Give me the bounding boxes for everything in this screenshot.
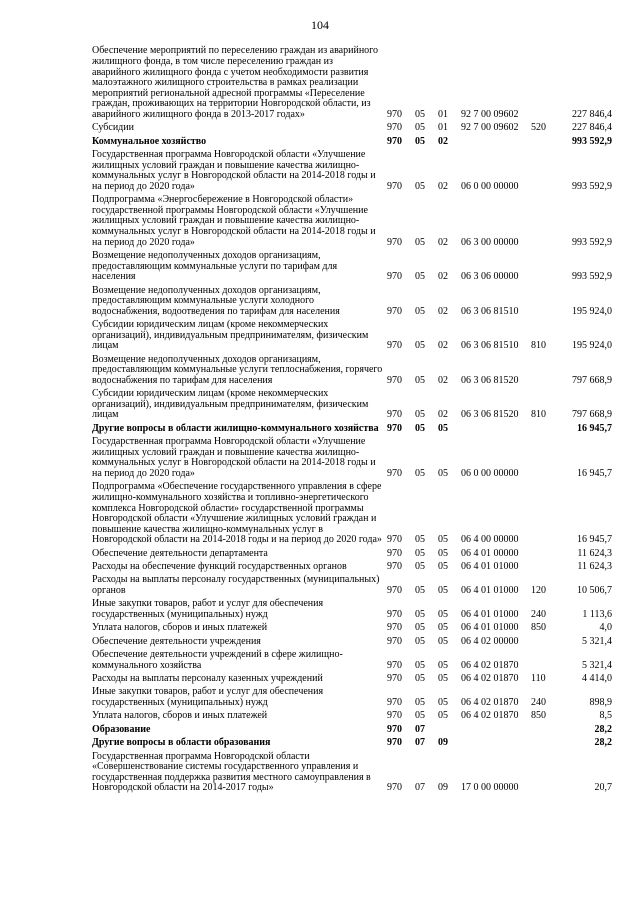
row-description: Расходы на выплаты персоналу казенных учреждений bbox=[92, 673, 323, 685]
row-ministry-code: 970 bbox=[387, 374, 402, 386]
row-ministry-code: 970 bbox=[387, 547, 402, 559]
row-ministry-code: 970 bbox=[387, 697, 402, 709]
row-description: Обеспечение деятельности департамента bbox=[92, 547, 268, 559]
row-target-article: 06 4 02 01870 bbox=[461, 710, 519, 722]
row-amount: 993 592,9 bbox=[572, 180, 612, 192]
row-subsection-code: 05 bbox=[438, 622, 448, 634]
row-description: Иные закупки товаров, работ и услуг для обеспечения государственных (муниципальных) нужд bbox=[92, 686, 324, 709]
row-section-code: 05 bbox=[415, 561, 425, 573]
row-description: Другие вопросы в области образования bbox=[92, 737, 271, 749]
row-ministry-code: 970 bbox=[387, 135, 402, 147]
row-description: Государственная программа Новгородской области «Улучшение жилищных условий граждан и повышение качества жилищно-коммунальных услуг в Новгородской области на 2014-2018 годы и на период до 2020 года» bbox=[92, 436, 376, 479]
row-subsection-code: 02 bbox=[438, 271, 448, 283]
row-ministry-code: 970 bbox=[387, 236, 402, 248]
row-expense-type bbox=[531, 194, 556, 250]
row-amount: 4 414,0 bbox=[582, 673, 612, 685]
row-section-code: 05 bbox=[415, 271, 425, 283]
row-expense-type: 810 bbox=[531, 340, 546, 352]
row-target-article: 06 3 06 81520 bbox=[461, 409, 519, 421]
row-description: Государственная программа Новгородской области «Совершенствование системы государственного управления и государственная поддержка развития местного самоуправления в Новгородской области на 2014-2017 годы» bbox=[92, 750, 371, 794]
row-ministry-code: 970 bbox=[387, 534, 402, 546]
row-ministry-code: 970 bbox=[387, 737, 402, 749]
table-row bbox=[92, 422, 612, 435]
table-row bbox=[92, 194, 612, 250]
row-expense-type bbox=[531, 45, 556, 122]
row-description: Субсидии bbox=[92, 122, 134, 134]
row-expense-type: 240 bbox=[531, 608, 546, 620]
row-ministry-code: 970 bbox=[387, 585, 402, 597]
row-section-code: 05 bbox=[415, 236, 425, 248]
row-description: Обеспечение деятельности учреждения bbox=[92, 635, 261, 647]
row-amount: 227 846,4 bbox=[572, 122, 612, 134]
row-amount: 993 592,9 bbox=[572, 135, 612, 147]
row-amount: 10 506,7 bbox=[577, 585, 612, 597]
table-row bbox=[92, 284, 612, 319]
row-amount: 20,7 bbox=[594, 782, 612, 794]
row-description: Образование bbox=[92, 723, 151, 735]
row-target-article: 06 4 01 01000 bbox=[461, 608, 519, 620]
page-number: 104 bbox=[311, 18, 329, 32]
row-target-article: 06 4 01 00000 bbox=[461, 547, 519, 559]
row-target-article: 06 3 00 00000 bbox=[461, 236, 519, 248]
row-section-code: 05 bbox=[415, 409, 425, 421]
row-ministry-code: 970 bbox=[387, 305, 402, 317]
row-section-code: 07 bbox=[415, 737, 425, 749]
table-row bbox=[92, 750, 612, 795]
table-row bbox=[92, 561, 612, 574]
row-description: Государственная программа Новгородской области «Улучшение жилищных условий граждан и повышение качества жилищно-коммунальных услуг в Новгородской области на 2014-2018 годы и на период до 2020 года» bbox=[92, 149, 376, 192]
row-ministry-code: 970 bbox=[387, 635, 402, 647]
row-amount: 797 668,9 bbox=[572, 409, 612, 421]
row-target-article: 06 3 06 81520 bbox=[461, 374, 519, 386]
table-row bbox=[92, 481, 612, 547]
row-amount: 16 945,7 bbox=[577, 467, 612, 479]
row-subsection-code: 02 bbox=[438, 236, 448, 248]
row-amount: 898,9 bbox=[589, 697, 612, 709]
table-row bbox=[92, 737, 612, 750]
row-expense-type bbox=[531, 561, 556, 574]
row-ministry-code: 970 bbox=[387, 710, 402, 722]
row-expense-type bbox=[531, 436, 556, 481]
row-description: Субсидии юридическим лицам (кроме некоммерческих организаций), индивидуальным предпринимателям, физическим лицам bbox=[92, 319, 369, 352]
row-section-code: 05 bbox=[415, 547, 425, 559]
row-amount: 16 945,7 bbox=[577, 422, 612, 434]
table-row bbox=[92, 635, 612, 648]
row-section-code: 05 bbox=[415, 673, 425, 685]
row-ministry-code: 970 bbox=[387, 659, 402, 671]
row-expense-type bbox=[531, 422, 556, 435]
row-amount: 11 624,3 bbox=[577, 561, 612, 573]
row-subsection-code: 05 bbox=[438, 673, 448, 685]
row-subsection-code: 02 bbox=[438, 340, 448, 352]
row-ministry-code: 970 bbox=[387, 673, 402, 685]
budget-table bbox=[92, 45, 612, 795]
row-target-article: 06 3 06 81510 bbox=[461, 305, 519, 317]
row-subsection-code: 05 bbox=[438, 561, 448, 573]
row-expense-type bbox=[531, 547, 556, 560]
row-expense-type: 810 bbox=[531, 409, 546, 421]
row-section-code: 05 bbox=[415, 467, 425, 479]
table-row bbox=[92, 622, 612, 635]
row-target-article: 06 4 02 01870 bbox=[461, 673, 519, 685]
row-section-code: 05 bbox=[415, 108, 425, 120]
row-subsection-code: 05 bbox=[438, 585, 448, 597]
row-description: Обеспечение мероприятий по переселению граждан из аварийного жилищного фонда, в том числе переселению граждан из аварийного жилищного фонда с учетом необходимости развития малоэтажного жилищного строительства в рамках реализации мероприятий региональной адресной программы «Переселение граждан, проживающих на территории Новгородской области, из аварийного жилищного фонда в 2013-2017 годах» bbox=[92, 45, 379, 120]
row-ministry-code: 970 bbox=[387, 409, 402, 421]
row-subsection-code: 05 bbox=[438, 635, 448, 647]
row-amount: 5 321,4 bbox=[582, 635, 612, 647]
row-target-article: 06 4 00 00000 bbox=[461, 534, 519, 546]
row-description: Иные закупки товаров, работ и услуг для обеспечения государственных (муниципальных) нужд bbox=[92, 598, 324, 620]
table-row bbox=[92, 388, 612, 423]
row-target-article: 06 4 01 01000 bbox=[461, 622, 519, 634]
row-target-article: 17 0 00 00000 bbox=[461, 782, 519, 794]
row-target-article: 92 7 00 09602 bbox=[461, 108, 519, 120]
row-subsection-code: 02 bbox=[438, 374, 448, 386]
row-amount: 28,2 bbox=[594, 737, 612, 749]
row-section-code: 05 bbox=[415, 659, 425, 671]
row-amount: 4,0 bbox=[599, 622, 612, 634]
row-subsection-code: 02 bbox=[438, 180, 448, 192]
row-amount: 195 924,0 bbox=[572, 305, 612, 317]
row-ministry-code: 970 bbox=[387, 108, 402, 120]
row-subsection-code: 01 bbox=[438, 108, 448, 120]
row-section-code: 05 bbox=[415, 710, 425, 722]
table-row bbox=[92, 723, 612, 736]
row-ministry-code: 970 bbox=[387, 561, 402, 573]
row-expense-type: 850 bbox=[531, 622, 546, 634]
table-row bbox=[92, 673, 612, 686]
row-section-code: 05 bbox=[415, 635, 425, 647]
row-section-code: 07 bbox=[415, 782, 425, 794]
table-row bbox=[92, 353, 612, 388]
row-target-article bbox=[461, 723, 531, 736]
row-subsection-code: 05 bbox=[438, 659, 448, 671]
row-amount: 16 945,7 bbox=[577, 534, 612, 546]
row-target-article: 06 0 00 00000 bbox=[461, 467, 519, 479]
table-row bbox=[92, 710, 612, 723]
table-row bbox=[92, 649, 612, 673]
row-section-code: 07 bbox=[415, 723, 425, 735]
row-expense-type bbox=[531, 149, 556, 194]
budget-table-body bbox=[92, 45, 612, 795]
row-expense-type bbox=[531, 284, 556, 319]
row-subsection-code: 05 bbox=[438, 547, 448, 559]
row-amount: 993 592,9 bbox=[572, 271, 612, 283]
row-amount: 11 624,3 bbox=[577, 547, 612, 559]
row-description: Расходы на выплаты персоналу государственных (муниципальных) органов bbox=[92, 574, 380, 597]
row-amount: 993 592,9 bbox=[572, 236, 612, 248]
row-expense-type bbox=[531, 750, 556, 795]
row-section-code: 05 bbox=[415, 340, 425, 352]
row-section-code: 05 bbox=[415, 697, 425, 709]
row-description: Подпрограмма «Энергосбережение в Новгородской области» государственной программы Новгородской области «Улучшение жилищных условий граждан и повышение качества жилищно-коммунальных услуг в Новгородской области на 2014-2018 годы и на период до 2020 года» bbox=[92, 194, 376, 248]
row-description: Другие вопросы в области жилищно-коммунального хозяйства bbox=[92, 422, 379, 434]
row-section-code: 05 bbox=[415, 305, 425, 317]
row-expense-type: 520 bbox=[531, 122, 546, 134]
row-section-code: 05 bbox=[415, 585, 425, 597]
row-description: Обеспечение деятельности учреждений в сфере жилищно-коммунального хозяйства bbox=[92, 649, 343, 671]
row-description: Коммунальное хозяйство bbox=[92, 135, 207, 147]
row-description: Возмещение недополученных доходов организациям, предоставляющим коммунальные услуги по тарифам для населения bbox=[92, 249, 338, 283]
row-target-article bbox=[461, 737, 531, 750]
row-ministry-code: 970 bbox=[387, 467, 402, 479]
row-expense-type bbox=[531, 135, 556, 148]
row-subsection-code: 01 bbox=[438, 122, 448, 134]
row-expense-type bbox=[531, 649, 556, 673]
row-description: Расходы на обеспечение функций государственных органов bbox=[92, 561, 347, 573]
row-subsection-code: 05 bbox=[438, 697, 448, 709]
table-row bbox=[92, 250, 612, 285]
row-description: Уплата налогов, сборов и иных платежей bbox=[92, 710, 268, 722]
row-ministry-code: 970 bbox=[387, 782, 402, 794]
row-description: Уплата налогов, сборов и иных платежей bbox=[92, 622, 268, 634]
row-section-code: 05 bbox=[415, 534, 425, 546]
row-ministry-code: 970 bbox=[387, 622, 402, 634]
table-row bbox=[92, 547, 612, 560]
table-row bbox=[92, 436, 612, 481]
row-expense-type bbox=[531, 481, 556, 547]
table-row bbox=[92, 45, 612, 122]
row-expense-type bbox=[531, 635, 556, 648]
row-ministry-code: 970 bbox=[387, 122, 402, 134]
row-amount: 8,5 bbox=[599, 710, 612, 722]
row-subsection-code: 05 bbox=[438, 534, 448, 546]
table-row bbox=[92, 686, 612, 710]
row-target-article: 06 0 00 00000 bbox=[461, 180, 519, 192]
row-amount: 28,2 bbox=[594, 723, 612, 735]
row-subsection-code: 05 bbox=[438, 608, 448, 620]
row-target-article: 06 4 02 01870 bbox=[461, 659, 519, 671]
row-section-code: 05 bbox=[415, 135, 425, 147]
row-target-article: 06 3 06 00000 bbox=[461, 271, 519, 283]
row-section-code: 05 bbox=[415, 622, 425, 634]
row-section-code: 05 bbox=[415, 180, 425, 192]
row-ministry-code: 970 bbox=[387, 180, 402, 192]
row-ministry-code: 970 bbox=[387, 271, 402, 283]
row-target-article: 06 4 01 01000 bbox=[461, 585, 519, 597]
row-amount: 5 321,4 bbox=[582, 659, 612, 671]
table-row bbox=[92, 135, 612, 148]
row-target-article: 06 3 06 81510 bbox=[461, 340, 519, 352]
row-ministry-code: 970 bbox=[387, 608, 402, 620]
row-subsection-code: 02 bbox=[438, 305, 448, 317]
row-expense-type bbox=[531, 737, 556, 750]
row-amount: 195 924,0 bbox=[572, 340, 612, 352]
row-target-article: 06 4 01 01000 bbox=[461, 561, 519, 573]
table-row bbox=[92, 319, 612, 354]
table-row bbox=[92, 598, 612, 622]
row-subsection-code: 02 bbox=[438, 135, 448, 147]
row-subsection-code: 05 bbox=[438, 467, 448, 479]
row-target-article: 92 7 00 09602 bbox=[461, 122, 519, 134]
row-subsection-code: 09 bbox=[438, 782, 448, 794]
table-row bbox=[92, 122, 612, 135]
row-amount: 1 113,6 bbox=[582, 608, 612, 620]
table-row bbox=[92, 149, 612, 194]
row-expense-type: 240 bbox=[531, 697, 546, 709]
row-ministry-code: 970 bbox=[387, 723, 402, 735]
row-ministry-code: 970 bbox=[387, 422, 402, 434]
row-amount: 227 846,4 bbox=[572, 108, 612, 120]
row-section-code: 05 bbox=[415, 122, 425, 134]
row-section-code: 05 bbox=[415, 374, 425, 386]
row-subsection-code: 05 bbox=[438, 422, 448, 434]
row-subsection-code: 05 bbox=[438, 710, 448, 722]
row-subsection-code: 09 bbox=[438, 737, 448, 749]
row-subsection-code: 02 bbox=[438, 409, 448, 421]
row-description: Возмещение недополученных доходов организациям, предоставляющим коммунальные услуги холодного водоснабжения, водоотведения по тарифам для населения bbox=[92, 284, 340, 317]
row-amount: 797 668,9 bbox=[572, 374, 612, 386]
row-expense-type bbox=[531, 353, 556, 388]
row-expense-type bbox=[531, 250, 556, 285]
row-description: Подпрограмма «Обеспечение государственного управления в сфере жилищно-коммунального хозяйства и топливно-энергетического комплекса Новгородской области» государственной программы Новгородской области «Улучшение жилищных условий граждан и повышение качества жилищно-коммунальных услуг в Новгородской области на 2014-2018 годы и на период до 2020 года» bbox=[92, 481, 382, 546]
row-description: Возмещение недополученных доходов организациям, предоставляющим коммунальные услуги теплоснабжения, горячего водоснабжения по тарифам для населения bbox=[92, 353, 383, 386]
row-section-code: 05 bbox=[415, 608, 425, 620]
row-description: Субсидии юридическим лицам (кроме некоммерческих организаций), индивидуальным предпринимателям, физическим лицам bbox=[92, 388, 369, 421]
row-target-article: 06 4 02 01870 bbox=[461, 697, 519, 709]
row-expense-type bbox=[531, 723, 556, 736]
row-ministry-code: 970 bbox=[387, 340, 402, 352]
row-target-article bbox=[461, 135, 531, 148]
row-expense-type: 850 bbox=[531, 710, 546, 722]
table-row bbox=[92, 574, 612, 598]
row-expense-type: 110 bbox=[531, 673, 546, 685]
row-target-article: 06 4 02 00000 bbox=[461, 635, 519, 647]
row-section-code: 05 bbox=[415, 422, 425, 434]
row-expense-type: 120 bbox=[531, 585, 546, 597]
row-target-article bbox=[461, 422, 531, 435]
row-subsection-code bbox=[438, 723, 461, 736]
